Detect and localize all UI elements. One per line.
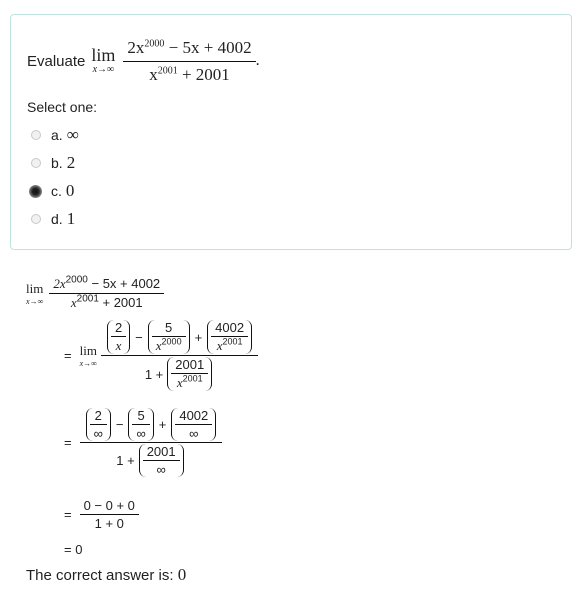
s3-paren-2 [128,408,153,441]
s2-f3-num: 4002 [215,320,245,335]
den-term: x [149,64,158,84]
solution-steps [0,258,580,578]
solution-line-4 [64,498,139,531]
s2-big-fraction [101,320,258,391]
limit-operator [91,46,115,76]
s2-plus: + [194,329,203,345]
answer-options [31,121,79,233]
solution-lim-text: lim [26,281,44,296]
correct-answer-value: 0 [177,565,187,584]
den-rest: + 2001 [177,64,230,84]
s2-paren-3 [207,320,252,354]
s3-f1-den: ∞ [93,426,103,441]
option-b[interactable] [31,149,79,177]
s1-denominator [67,294,147,311]
s2-f3-exp: 2001 [222,336,243,347]
solution-limit-operator [26,281,43,306]
option-b-radio[interactable] [31,158,41,168]
fraction-numerator [123,38,255,61]
option-b-letter: b. [51,155,63,171]
prompt-word: Evaluate [27,52,86,70]
s2-equals: = [64,348,72,363]
s3-paren-1 [86,408,111,441]
s3-f3-den: ∞ [189,426,199,441]
num-term: 2x [127,37,145,57]
s3-equals: = [64,435,72,450]
num-rest: − 5x + 4002 [164,37,252,57]
solution-line-3 [64,408,222,477]
s2-paren-4 [167,357,212,391]
s4-denominator: 1 + 0 [94,516,124,531]
option-d-radio[interactable] [31,214,41,224]
fraction-denominator [145,62,234,85]
s4-equals: = [64,507,72,522]
s3-paren-4 [139,444,184,477]
s2-f4-num: 2001 [175,357,205,372]
s3-f4-num: 2001 [146,444,176,459]
s4-numerator: 0 − 0 + 0 [83,498,135,513]
option-a-value: ∞ [66,125,79,144]
s3-f2-num: 5 [137,408,145,423]
s3-plus: + [158,417,167,432]
s1-den-a: x [70,295,77,310]
den-exp: 2001 [157,64,178,76]
option-c-letter: c. [51,183,62,199]
s2-denominator [141,356,218,391]
s2-f4-den: x [176,375,183,390]
option-c[interactable] [31,177,79,205]
s2-minus: − [135,329,143,345]
select-one-label: Select one: [27,99,98,115]
s1-numerator [49,276,164,293]
option-a-radio[interactable] [31,130,41,140]
s2-f2-exp: 2000 [161,336,182,347]
option-a[interactable] [31,121,79,149]
s3-f1-num: 2 [94,408,102,423]
prompt-period: . [255,52,260,69]
s3-f4-den: ∞ [156,462,166,477]
s2-f2-den: x [155,338,162,353]
option-d[interactable] [31,205,79,233]
question-card [10,14,572,250]
question-prompt [27,31,260,91]
lim-subscript: x→∞ [92,64,115,75]
s2-f4-exp: 2001 [182,373,203,384]
option-d-letter: d. [51,211,63,227]
option-c-value: 0 [65,181,75,200]
correct-answer-label: The correct answer is: [26,567,174,584]
solution-line-1 [26,276,164,311]
s2-f1-num: 2 [114,320,123,335]
s3-big-fraction [80,408,223,477]
s3-paren-3 [171,408,216,441]
limit-fraction [123,38,255,85]
correct-answer-feedback [26,565,186,585]
s4-fraction [80,498,139,531]
s1-num-exp: 2000 [65,274,88,286]
s3-den-one: 1 + [116,453,135,468]
lim-text: lim [91,45,116,65]
s2-paren-1 [107,320,130,354]
s2-f2-num: 5 [165,320,173,335]
s2-lim-text: lim [79,343,97,358]
s3-minus: − [115,417,124,432]
s3-denominator [112,443,189,477]
s3-f2-den: ∞ [136,426,146,441]
option-c-radio[interactable] [29,185,42,198]
s2-paren-2 [148,320,190,354]
s3-numerator [80,408,223,442]
option-b-value: 2 [66,153,76,172]
s2-f1-den: x [115,338,122,353]
s2-den-one: 1 + [144,366,164,382]
s3-f3-num: 4002 [179,408,209,423]
option-d-value: 1 [66,209,76,228]
solution-line-5: = 0 [64,542,83,557]
option-a-letter: a. [51,127,63,143]
s1-den-exp: 2001 [76,293,99,305]
s2-lim-subscript: x→∞ [79,359,97,368]
s2-f3-den: x [216,338,223,353]
solution-fraction-1 [49,276,164,311]
s2-numerator [101,320,258,355]
s2-limit-operator [80,343,97,368]
s1-num-a: 2x [53,276,66,291]
s1-num-b: − 5x + 4002 [87,276,161,291]
s1-den-b: + 2001 [98,295,143,310]
num-exp: 2000 [144,37,165,49]
solution-lim-subscript: x→∞ [26,297,44,306]
solution-line-2 [64,320,258,391]
